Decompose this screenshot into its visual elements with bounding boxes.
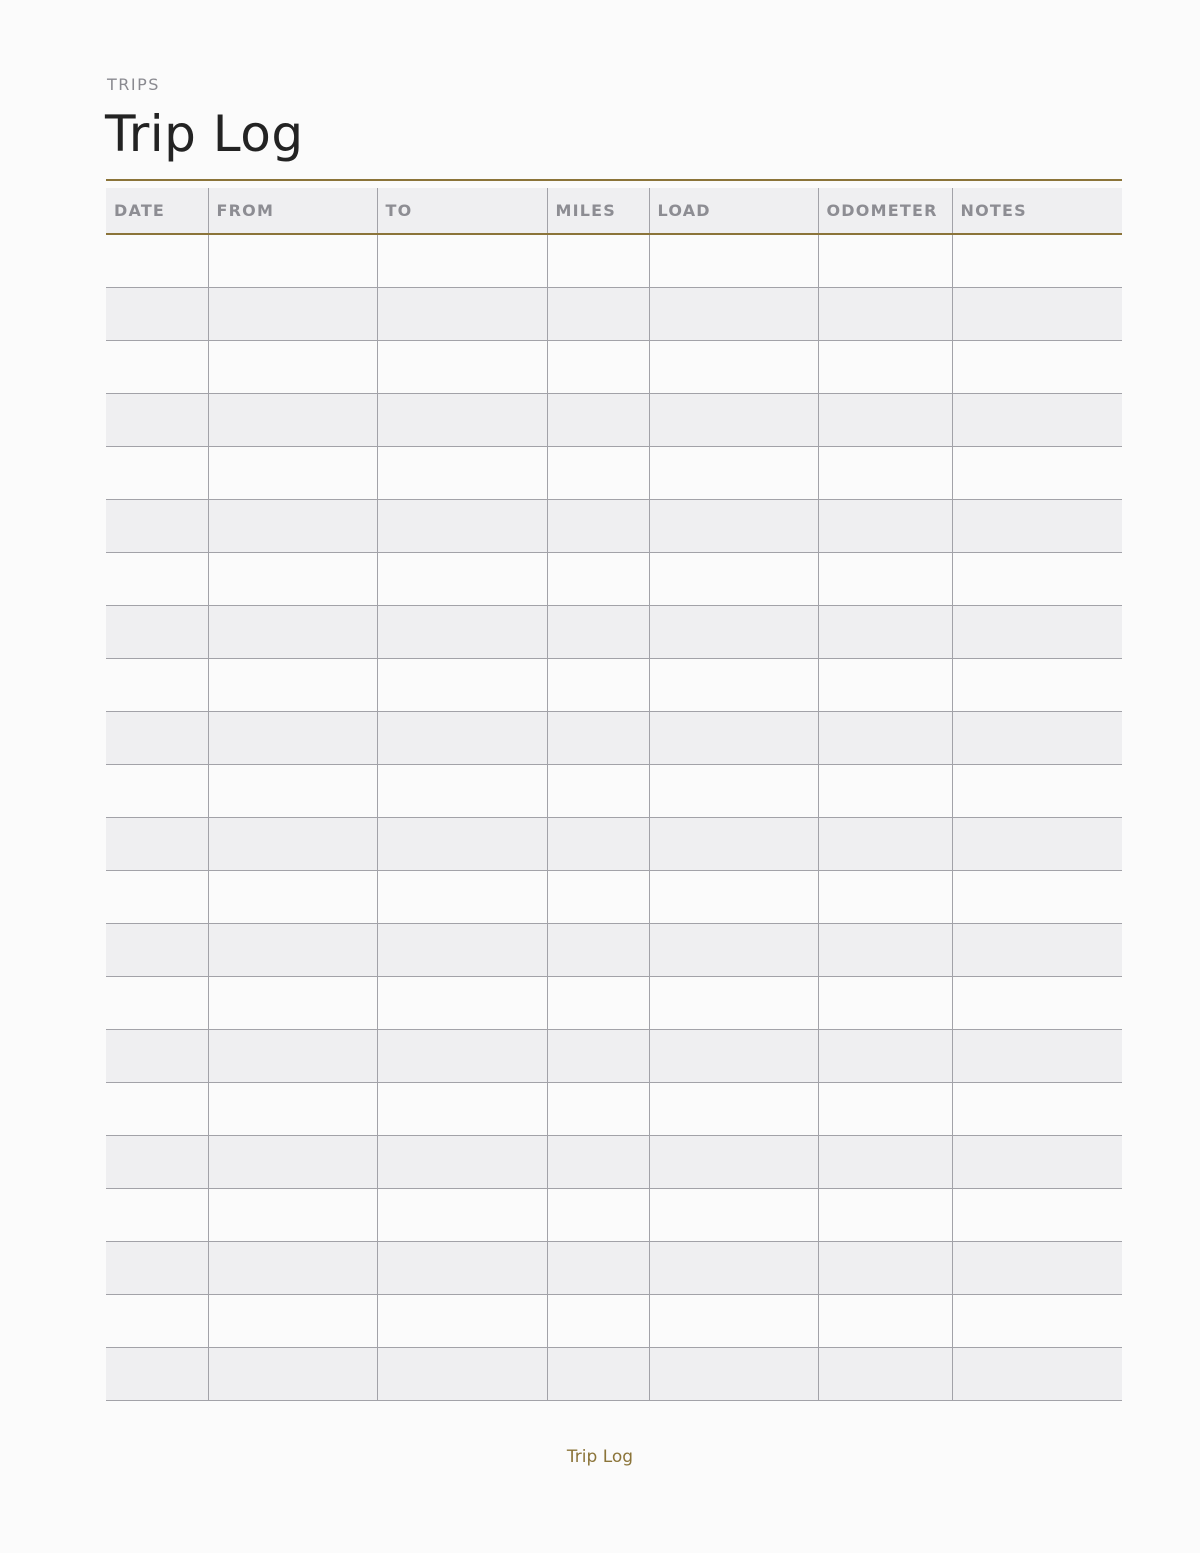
cell-miles[interactable]	[547, 287, 649, 340]
section-eyebrow: TRIPS	[107, 75, 160, 94]
cell-load[interactable]	[649, 340, 818, 393]
cell-miles[interactable]	[547, 1294, 649, 1347]
table-header-row	[106, 188, 1122, 234]
cell-date[interactable]	[106, 1082, 208, 1135]
cell-to[interactable]	[377, 817, 547, 870]
cell-odometer[interactable]	[818, 1135, 952, 1188]
cell-to[interactable]	[377, 234, 547, 287]
cell-notes[interactable]	[952, 1135, 1122, 1188]
cell-notes[interactable]	[952, 446, 1122, 499]
column-header-odometer: ODOMETER	[818, 188, 952, 234]
cell-from[interactable]	[208, 1241, 377, 1294]
column-header-load: LOAD	[649, 188, 818, 234]
cell-miles[interactable]	[547, 552, 649, 605]
cell-date[interactable]	[106, 1135, 208, 1188]
table-row	[106, 552, 1122, 605]
cell-to[interactable]	[377, 340, 547, 393]
cell-odometer[interactable]	[818, 552, 952, 605]
page-title: Trip Log	[105, 105, 304, 163]
cell-from[interactable]	[208, 817, 377, 870]
cell-odometer[interactable]	[818, 817, 952, 870]
cell-load[interactable]	[649, 1294, 818, 1347]
cell-odometer[interactable]	[818, 234, 952, 287]
cell-to[interactable]	[377, 446, 547, 499]
cell-notes[interactable]	[952, 1294, 1122, 1347]
cell-to[interactable]	[377, 1294, 547, 1347]
cell-to[interactable]	[377, 499, 547, 552]
cell-miles[interactable]	[547, 923, 649, 976]
cell-date[interactable]	[106, 1347, 208, 1400]
table-body	[106, 234, 1122, 1400]
cell-notes[interactable]	[952, 817, 1122, 870]
cell-odometer[interactable]	[818, 1188, 952, 1241]
cell-miles[interactable]	[547, 711, 649, 764]
cell-date[interactable]	[106, 658, 208, 711]
cell-to[interactable]	[377, 764, 547, 817]
table-row	[106, 1241, 1122, 1294]
cell-notes[interactable]	[952, 1347, 1122, 1400]
cell-miles[interactable]	[547, 817, 649, 870]
table-row	[106, 870, 1122, 923]
cell-to[interactable]	[377, 1241, 547, 1294]
cell-to[interactable]	[377, 976, 547, 1029]
table-row	[106, 605, 1122, 658]
cell-notes[interactable]	[952, 711, 1122, 764]
cell-date[interactable]	[106, 340, 208, 393]
cell-to[interactable]	[377, 287, 547, 340]
cell-miles[interactable]	[547, 1347, 649, 1400]
cell-from[interactable]	[208, 1135, 377, 1188]
cell-load[interactable]	[649, 764, 818, 817]
column-header-to: TO	[377, 188, 547, 234]
top-rule	[106, 179, 1122, 181]
cell-odometer[interactable]	[818, 393, 952, 446]
cell-load[interactable]	[649, 1029, 818, 1082]
cell-odometer[interactable]	[818, 976, 952, 1029]
table-row	[106, 764, 1122, 817]
cell-to[interactable]	[377, 870, 547, 923]
cell-to[interactable]	[377, 1135, 547, 1188]
cell-from[interactable]	[208, 340, 377, 393]
cell-miles[interactable]	[547, 976, 649, 1029]
cell-date[interactable]	[106, 870, 208, 923]
cell-date[interactable]	[106, 1241, 208, 1294]
cell-miles[interactable]	[547, 340, 649, 393]
table-row	[106, 446, 1122, 499]
cell-from[interactable]	[208, 870, 377, 923]
table-row	[106, 1082, 1122, 1135]
cell-from[interactable]	[208, 287, 377, 340]
cell-odometer[interactable]	[818, 1029, 952, 1082]
cell-notes[interactable]	[952, 658, 1122, 711]
cell-miles[interactable]	[547, 870, 649, 923]
cell-to[interactable]	[377, 658, 547, 711]
table-row	[106, 976, 1122, 1029]
cell-from[interactable]	[208, 1294, 377, 1347]
cell-date[interactable]	[106, 446, 208, 499]
cell-from[interactable]	[208, 1188, 377, 1241]
cell-load[interactable]	[649, 393, 818, 446]
cell-notes[interactable]	[952, 923, 1122, 976]
cell-miles[interactable]	[547, 234, 649, 287]
cell-load[interactable]	[649, 923, 818, 976]
cell-odometer[interactable]	[818, 1347, 952, 1400]
cell-notes[interactable]	[952, 340, 1122, 393]
cell-from[interactable]	[208, 552, 377, 605]
cell-load[interactable]	[649, 605, 818, 658]
cell-to[interactable]	[377, 605, 547, 658]
cell-date[interactable]	[106, 605, 208, 658]
cell-date[interactable]	[106, 499, 208, 552]
cell-notes[interactable]	[952, 499, 1122, 552]
cell-load[interactable]	[649, 1188, 818, 1241]
cell-load[interactable]	[649, 817, 818, 870]
cell-date[interactable]	[106, 764, 208, 817]
cell-miles[interactable]	[547, 446, 649, 499]
cell-date[interactable]	[106, 234, 208, 287]
cell-from[interactable]	[208, 234, 377, 287]
column-header-notes: NOTES	[952, 188, 1122, 234]
table-row	[106, 340, 1122, 393]
table-row	[106, 923, 1122, 976]
cell-date[interactable]	[106, 1188, 208, 1241]
cell-notes[interactable]	[952, 393, 1122, 446]
cell-date[interactable]	[106, 552, 208, 605]
table-row	[106, 1294, 1122, 1347]
table-row	[106, 499, 1122, 552]
cell-load[interactable]	[649, 446, 818, 499]
cell-miles[interactable]	[547, 1082, 649, 1135]
table-row	[106, 1188, 1122, 1241]
cell-odometer[interactable]	[818, 446, 952, 499]
cell-date[interactable]	[106, 976, 208, 1029]
cell-to[interactable]	[377, 1082, 547, 1135]
cell-from[interactable]	[208, 605, 377, 658]
column-header-date: DATE	[106, 188, 208, 234]
cell-miles[interactable]	[547, 658, 649, 711]
cell-notes[interactable]	[952, 976, 1122, 1029]
cell-to[interactable]	[377, 923, 547, 976]
cell-date[interactable]	[106, 393, 208, 446]
cell-load[interactable]	[649, 1241, 818, 1294]
cell-miles[interactable]	[547, 1135, 649, 1188]
table-row	[106, 817, 1122, 870]
footer-label: Trip Log	[566, 1447, 634, 1467]
table-row	[106, 393, 1122, 446]
cell-load[interactable]	[649, 1135, 818, 1188]
cell-miles[interactable]	[547, 393, 649, 446]
cell-from[interactable]	[208, 764, 377, 817]
cell-to[interactable]	[377, 393, 547, 446]
cell-from[interactable]	[208, 711, 377, 764]
cell-from[interactable]	[208, 446, 377, 499]
cell-odometer[interactable]	[818, 870, 952, 923]
cell-load[interactable]	[649, 1082, 818, 1135]
cell-to[interactable]	[377, 552, 547, 605]
cell-from[interactable]	[208, 499, 377, 552]
cell-from[interactable]	[208, 1082, 377, 1135]
cell-odometer[interactable]	[818, 340, 952, 393]
cell-notes[interactable]	[952, 1029, 1122, 1082]
cell-odometer[interactable]	[818, 658, 952, 711]
cell-load[interactable]	[649, 499, 818, 552]
cell-from[interactable]	[208, 1347, 377, 1400]
cell-miles[interactable]	[547, 764, 649, 817]
cell-load[interactable]	[649, 1347, 818, 1400]
cell-odometer[interactable]	[818, 923, 952, 976]
cell-odometer[interactable]	[818, 1241, 952, 1294]
cell-to[interactable]	[377, 1347, 547, 1400]
cell-notes[interactable]	[952, 552, 1122, 605]
cell-to[interactable]	[377, 711, 547, 764]
cell-date[interactable]	[106, 1294, 208, 1347]
cell-to[interactable]	[377, 1029, 547, 1082]
cell-load[interactable]	[649, 287, 818, 340]
cell-load[interactable]	[649, 711, 818, 764]
cell-load[interactable]	[649, 658, 818, 711]
cell-notes[interactable]	[952, 1082, 1122, 1135]
cell-miles[interactable]	[547, 1188, 649, 1241]
cell-from[interactable]	[208, 923, 377, 976]
cell-odometer[interactable]	[818, 499, 952, 552]
table-row	[106, 1347, 1122, 1400]
table-row	[106, 234, 1122, 287]
trip-log-table	[106, 188, 1122, 1401]
cell-odometer[interactable]	[818, 764, 952, 817]
cell-date[interactable]	[106, 817, 208, 870]
cell-notes[interactable]	[952, 1188, 1122, 1241]
cell-notes[interactable]	[952, 234, 1122, 287]
cell-notes[interactable]	[952, 605, 1122, 658]
cell-load[interactable]	[649, 870, 818, 923]
cell-odometer[interactable]	[818, 1082, 952, 1135]
cell-notes[interactable]	[952, 764, 1122, 817]
cell-notes[interactable]	[952, 287, 1122, 340]
cell-odometer[interactable]	[818, 287, 952, 340]
cell-notes[interactable]	[952, 870, 1122, 923]
column-header-miles: MILES	[547, 188, 649, 234]
column-header-from: FROM	[208, 188, 377, 234]
cell-odometer[interactable]	[818, 711, 952, 764]
cell-miles[interactable]	[547, 499, 649, 552]
cell-load[interactable]	[649, 976, 818, 1029]
cell-from[interactable]	[208, 976, 377, 1029]
cell-load[interactable]	[649, 234, 818, 287]
cell-to[interactable]	[377, 1188, 547, 1241]
cell-date[interactable]	[106, 287, 208, 340]
table-row	[106, 658, 1122, 711]
cell-date[interactable]	[106, 923, 208, 976]
cell-from[interactable]	[208, 658, 377, 711]
cell-miles[interactable]	[547, 605, 649, 658]
cell-notes[interactable]	[952, 1241, 1122, 1294]
table-row	[106, 287, 1122, 340]
cell-miles[interactable]	[547, 1241, 649, 1294]
cell-miles[interactable]	[547, 1029, 649, 1082]
cell-load[interactable]	[649, 552, 818, 605]
cell-date[interactable]	[106, 711, 208, 764]
table-row	[106, 1135, 1122, 1188]
table-row	[106, 1029, 1122, 1082]
cell-from[interactable]	[208, 393, 377, 446]
table-row	[106, 711, 1122, 764]
cell-from[interactable]	[208, 1029, 377, 1082]
cell-date[interactable]	[106, 1029, 208, 1082]
cell-odometer[interactable]	[818, 1294, 952, 1347]
cell-odometer[interactable]	[818, 605, 952, 658]
